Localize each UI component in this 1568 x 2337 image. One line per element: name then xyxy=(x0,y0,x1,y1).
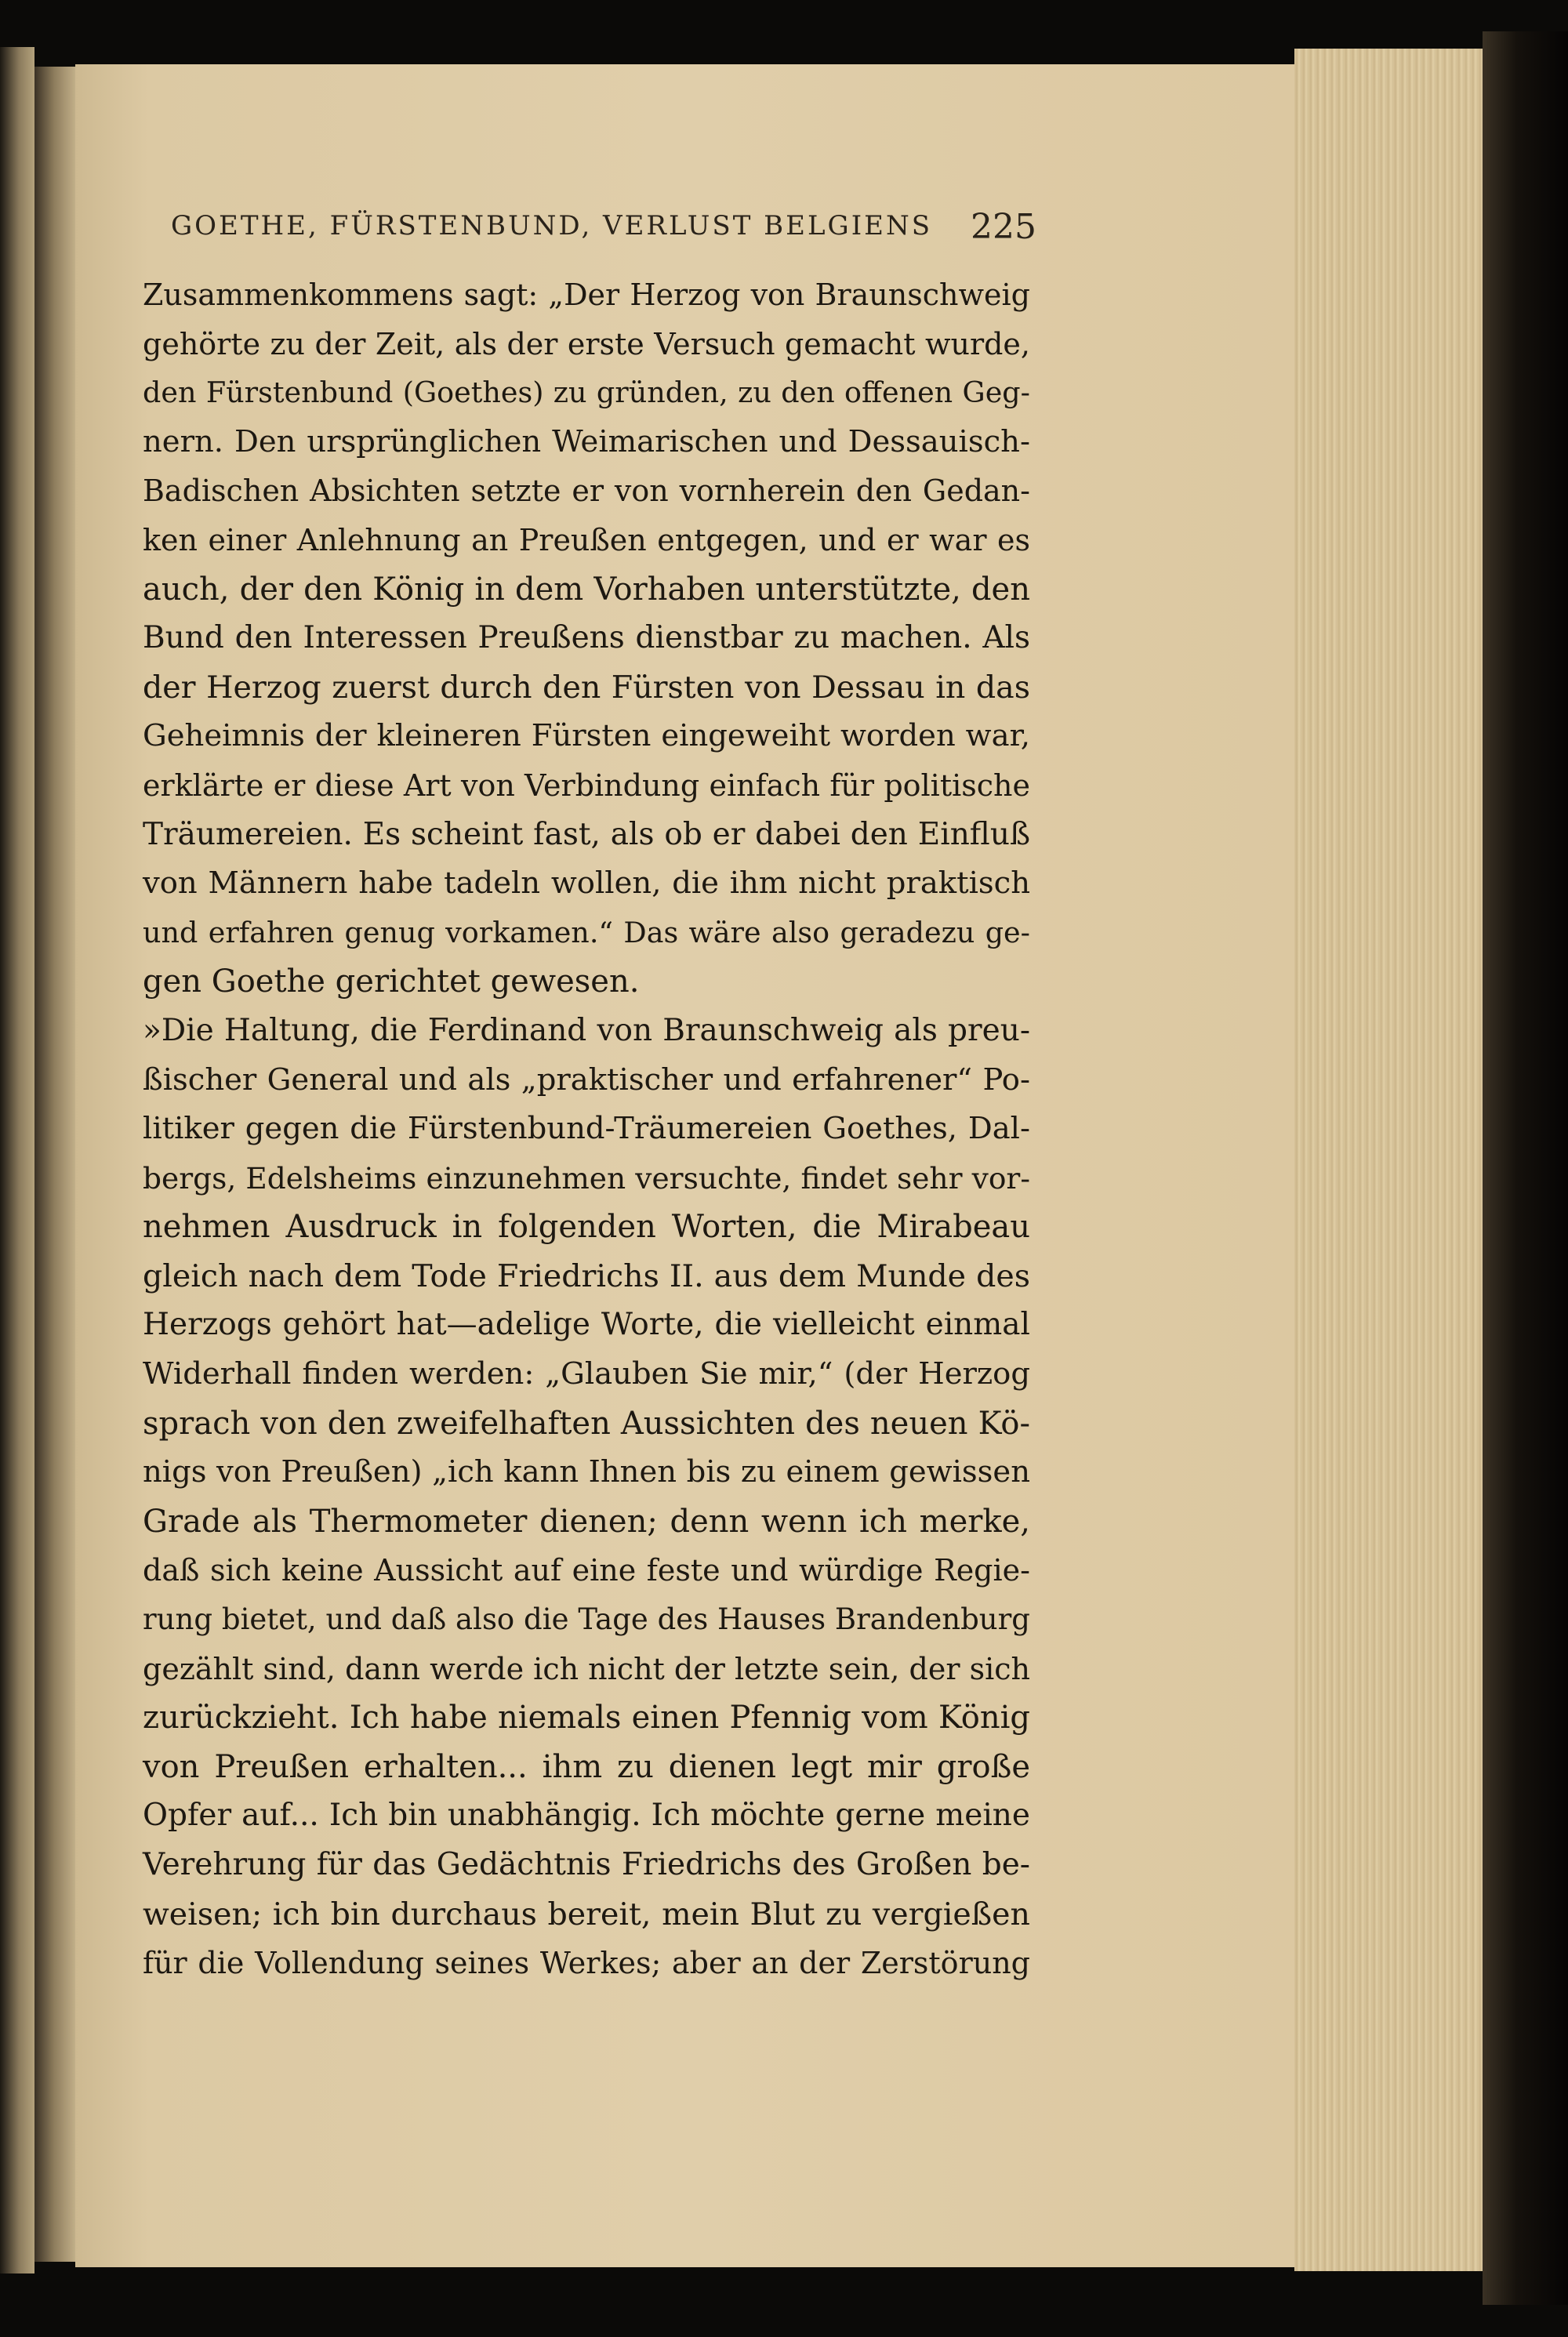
text-line: sprach von den zweifelhaften Aussichten des neuen Kö- xyxy=(143,1405,1030,1442)
text-line: Widerhall finden werden: „Glauben Sie mir,“ (der Herzog xyxy=(143,1356,1030,1392)
text-line: nehmen Ausdruck in folgenden Worten, die Mirabeau xyxy=(143,1209,1030,1246)
text-line: gehörte zu der Zeit, als der erste Versuch gemacht wurde, xyxy=(143,326,1030,361)
text-line: nern. Den ursprünglichen Weimarischen und Dessauisch- xyxy=(143,423,1030,459)
text-line: daß sich keine Aussicht auf eine feste und würdige Regie- xyxy=(143,1553,1030,1588)
text-line: zurückzieht. Ich habe niemals einen Pfennig vom König xyxy=(143,1700,1030,1736)
text-line: gleich nach dem Tode Friedrichs II. aus dem Munde des xyxy=(143,1257,1030,1294)
text-line: Herzogs gehört hat—adelige Worte, die vielleicht einmal xyxy=(143,1307,1030,1343)
text-line: der Herzog zuerst durch den Fürsten von Dessau in das xyxy=(143,669,1030,706)
text-line: Verehrung für das Gedächtnis Friedrichs des Großen be- xyxy=(143,1847,1030,1882)
text-line: litiker gegen die Fürstenbund-Träumereien Goethes, Dal- xyxy=(143,1111,1030,1147)
text-line: gezählt sind, dann werde ich nicht der letzte sein, der sich xyxy=(143,1651,1030,1686)
text-line: nigs von Preußen) „ich kann Ihnen bis zu einem gewissen xyxy=(143,1454,1030,1490)
text-line: »Die Haltung, die Ferdinand von Braunschweig als preu- xyxy=(143,1012,1030,1048)
text-line: Badischen Absichten setzte er von vornherein den Gedan- xyxy=(143,474,1030,509)
text-line: Geheimnis der kleineren Fürsten eingeweiht worden war, xyxy=(143,718,1030,754)
text-line: Grade als Thermometer dienen; denn wenn ich merke, xyxy=(143,1503,1030,1540)
text-line: Zusammenkommens sagt: „Der Herzog von Braunschweig xyxy=(143,278,1030,312)
text-line: weisen; ich bin durchaus bereit, mein Blut zu vergießen xyxy=(143,1896,1030,1932)
text-line: rung bietet, und daß also die Tage des Hauses Brandenburg xyxy=(143,1602,1030,1637)
page-number: 225 xyxy=(971,207,1036,247)
text-line: Opfer auf... Ich bin unabhängig. Ich möchte gerne meine xyxy=(143,1798,1030,1834)
text-line: von Männern habe tadeln wollen, die ihm nicht praktisch xyxy=(143,865,1030,902)
text-line: und erfahren genug vorkamen.“ Das wäre also geradezu ge- xyxy=(143,915,1030,949)
text-line: bergs, Edelsheims einzunehmen versuchte, findet sehr vor- xyxy=(143,1160,1030,1196)
text-line: ken einer Anlehnung an Preußen entgegen, und er war es xyxy=(143,522,1030,557)
book-cover-shadow xyxy=(1483,31,1568,2305)
text-line: von Preußen erhalten... ihm zu dienen legt mir große xyxy=(143,1748,1030,1785)
book-gutter xyxy=(34,67,78,2262)
text-line: gen Goethe gerichtet gewesen. xyxy=(143,963,640,1000)
text-line: erklärte er diese Art von Verbindung einfach für politische xyxy=(143,768,1030,803)
text-line: den Fürstenbund (Goethes) zu gründen, zu den offenen Geg- xyxy=(143,376,1030,410)
text-line: ßischer General und als „praktischer und erfahrener“ Po- xyxy=(143,1061,1030,1098)
text-line: für die Vollendung seines Werkes; aber an der Zerstörung xyxy=(143,1946,1030,1981)
text-line: Träumereien. Es scheint fast, als ob er dabei den Einfluß xyxy=(143,816,1030,852)
text-line: Bund den Interessen Preußens dienstbar zu machen. Als xyxy=(143,620,1030,656)
page-block-edge xyxy=(1294,49,1483,2271)
running-head: GOETHE, FÜRSTENBUND, VERLUST BELGIENS xyxy=(171,210,933,241)
text-line: auch, der den König in dem Vorhaben unterstützte, den xyxy=(143,571,1030,608)
body-text xyxy=(143,270,1030,1988)
left-page-edge xyxy=(0,47,34,2273)
